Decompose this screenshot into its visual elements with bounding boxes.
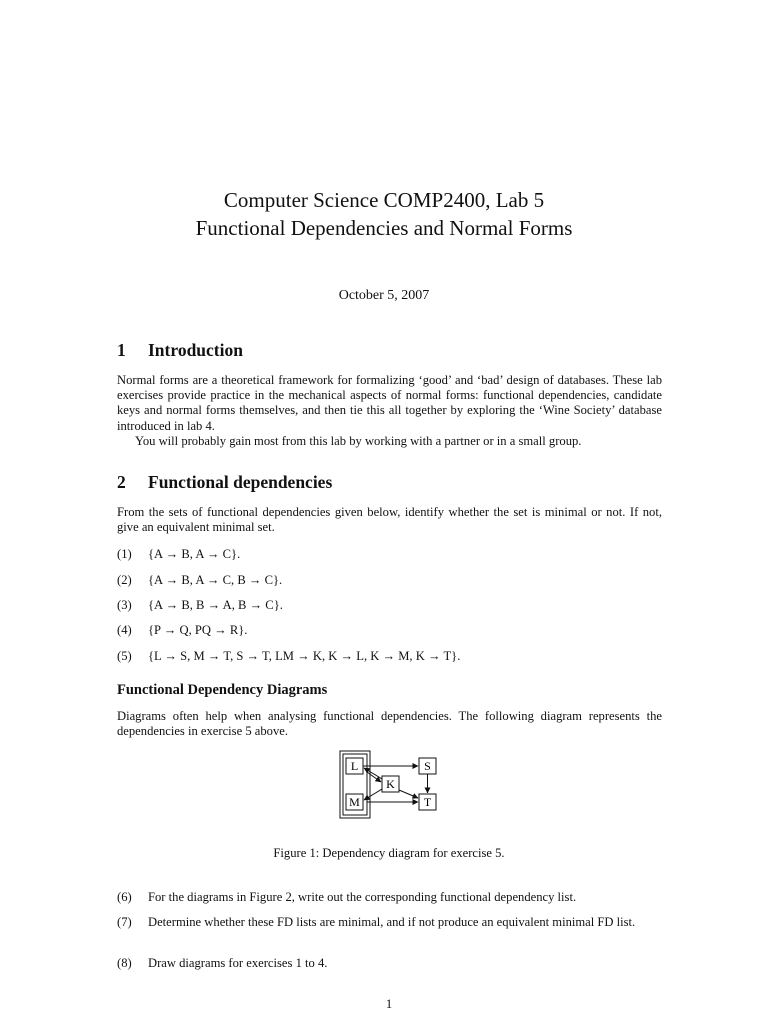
- dependency-diagram: [336, 750, 446, 822]
- node-l: [346, 758, 363, 774]
- node-k: [382, 776, 399, 792]
- edge-k-t: [399, 790, 418, 798]
- exercise-label: (5): [117, 649, 132, 663]
- intro-paragraph-2: You will probably gain most from this lab by working with a partner or in a small group.: [135, 434, 582, 448]
- exercise-text: For the diagrams in Figure 2, write out the corresponding functional dependency list.: [148, 890, 577, 904]
- document-title-line-2: Functional Dependencies and Normal Forms: [195, 216, 573, 240]
- exercise-label: (6): [117, 890, 132, 904]
- document-date: October 5, 2007: [338, 288, 430, 303]
- exercise-text: {A → B, A → C}.: [148, 547, 241, 561]
- exercise-label: (3): [117, 598, 132, 612]
- section-heading-introduction: [117, 340, 243, 361]
- exercise-text: Draw diagrams for exercises 1 to 4.: [148, 956, 328, 970]
- node-s: [419, 758, 436, 774]
- intro-paragraph: Normal forms are a theoretical framework for formalizing ‘good’ and ‘bad’ design of databases. These lab exercises provide practice in the mechanical aspects of normal forms: functional dependencies, candidate keys and normal forms themselves, and then tie this all together by exploring the ‘Wine Society’ database introduced in lab 4.: [117, 373, 662, 433]
- subsection-heading: Functional Dependency Diagrams: [117, 682, 328, 698]
- exercise-item: [117, 598, 662, 613]
- exercise-text: {A → B, B → A, B → C}.: [148, 598, 283, 612]
- figure-caption: Figure 1: Dependency diagram for exercise 5.: [273, 846, 505, 860]
- document-title-line-1: Computer Science COMP2400, Lab 5: [223, 188, 545, 212]
- exercise-label: (2): [117, 573, 132, 587]
- exercise-label: (8): [117, 956, 132, 970]
- page-number: 1: [385, 997, 393, 1011]
- node-m: [346, 794, 363, 810]
- exercise-text: Determine whether these FD lists are minimal, and if not produce an equivalent minimal FD list.: [148, 915, 636, 929]
- node-label: S: [424, 759, 431, 773]
- node-label: L: [350, 759, 359, 773]
- section-number: 1: [117, 340, 126, 360]
- diagram-intro-paragraph: Diagrams often help when analysing functional dependencies. The following diagram represents the dependencies in exercise 5 above.: [117, 709, 662, 739]
- exercise-item: [117, 956, 662, 971]
- node-label: K: [386, 777, 395, 791]
- node-label: T: [423, 795, 432, 809]
- exercise-text: {P → Q, PQ → R}.: [148, 623, 248, 637]
- section-title: Functional dependencies: [148, 472, 333, 492]
- exercise-text: {L → S, M → T, S → T, LM → K, K → L, K → M, K → T}.: [148, 649, 461, 663]
- exercise-label: (1): [117, 547, 132, 561]
- exercise-label: (7): [117, 915, 132, 929]
- node-label: M: [349, 795, 360, 809]
- exercise-item: [117, 890, 662, 905]
- section-number: 2: [117, 472, 126, 492]
- exercise-item: [117, 915, 662, 930]
- exercise-text: {A → B, A → C, B → C}.: [148, 573, 283, 587]
- exercise-item: [117, 573, 662, 588]
- fd-intro-paragraph: From the sets of functional dependencies given below, identify whether the set is minimal or not. If not, give an equivalent minimal set.: [117, 505, 662, 535]
- exercise-item: [117, 623, 662, 638]
- node-t: [419, 794, 436, 810]
- exercise-item: [117, 547, 662, 562]
- section-heading-functional-dependencies: [117, 472, 332, 493]
- section-title: Introduction: [148, 340, 243, 360]
- exercise-label: (4): [117, 623, 132, 637]
- exercise-item: [117, 649, 662, 664]
